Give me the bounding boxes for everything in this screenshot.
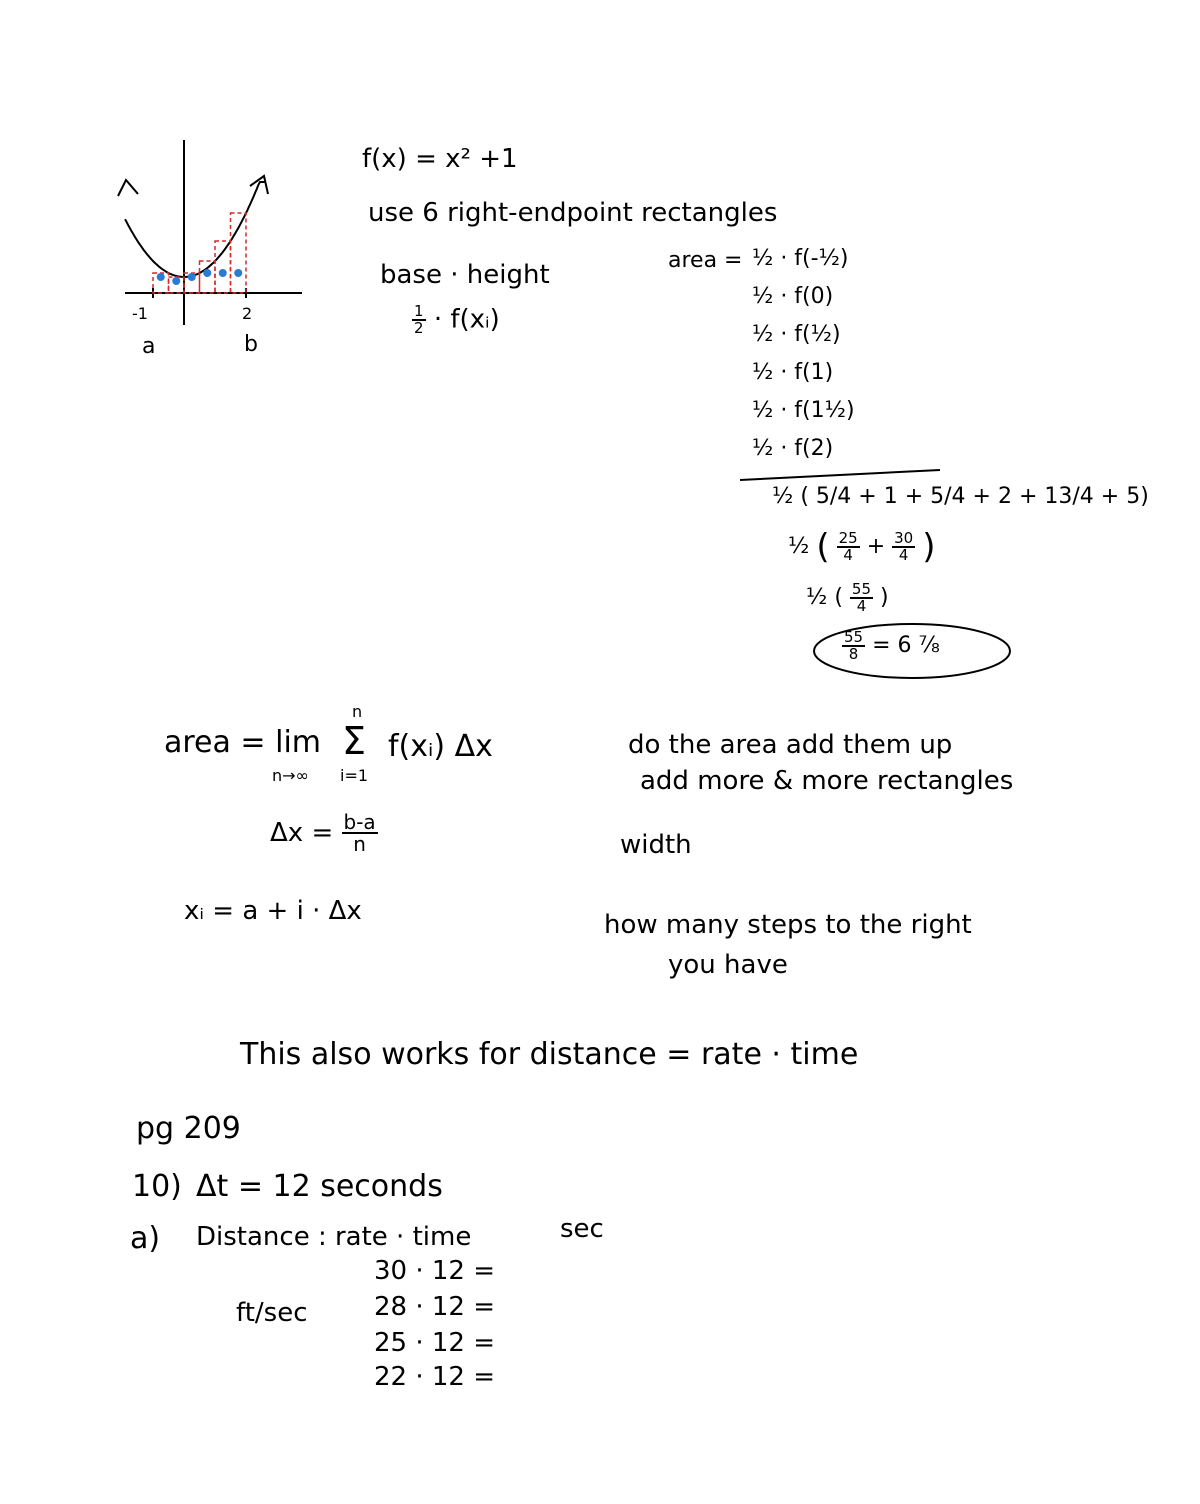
area-term-5: ½ · f(1½): [752, 398, 855, 423]
tick-label-neg-one: -1: [132, 304, 148, 323]
final-result: [842, 630, 940, 662]
label-b: b: [244, 332, 258, 357]
limit-subscript: n→∞: [272, 766, 309, 785]
note-width: width: [620, 830, 692, 860]
area-term-3: ½ · f(½): [752, 322, 841, 347]
sum-divider-svg: [0, 0, 1200, 700]
delta-x-definition: Δx = $\frac{b-a}{n}$: [270, 810, 376, 856]
problem-number: 10): [132, 1169, 182, 1204]
note-line-2: add more & more rectangles: [640, 766, 1014, 796]
note-steps-2: you have: [668, 950, 788, 980]
rate-row-4: 22 · 12 =: [374, 1362, 496, 1392]
sigma-upper-limit: n: [352, 702, 363, 721]
note-line-1: do the area add them up: [628, 730, 953, 760]
sum-divider-line: [740, 470, 940, 480]
base-height-text: base · height: [380, 260, 550, 290]
fraction-sum-line: ½ ( $\frac{25}{4}$ + $\frac{30}{4}$ ): [788, 527, 936, 567]
part-label: a): [130, 1221, 161, 1256]
area-term-6: ½ · f(2): [752, 436, 834, 461]
area-calc-label: area =: [668, 248, 743, 273]
sec-unit: sec: [560, 1214, 604, 1244]
fraction-total-line: ½ ( $\frac{55}{4}$ ): [806, 580, 889, 615]
function-definition: f(x) = x² +1: [362, 144, 518, 174]
label-a: a: [142, 334, 156, 359]
rate-row-3: 25 · 12 =: [374, 1328, 496, 1358]
integrand-text: f(xᵢ) Δx: [388, 729, 493, 764]
xi-definition: xᵢ = a + i · Δx: [184, 896, 362, 926]
rate-row-1: 30 · 12 =: [374, 1256, 496, 1286]
delta-t-text: Δt = 12 seconds: [196, 1169, 443, 1204]
f-xi-text: · f(xᵢ): [433, 304, 500, 335]
page-reference: pg 209: [136, 1111, 241, 1146]
result-fraction: $\frac{55}{8}$: [844, 628, 864, 663]
area-term-1: ½ · f(-½): [752, 246, 849, 271]
instruction-text: use 6 right-endpoint rectangles: [368, 198, 778, 228]
sigma-symbol: Σ: [342, 719, 367, 763]
area-limit-text: area = lim: [164, 725, 322, 760]
tick-label-two: 2: [242, 304, 253, 323]
rate-row-2: 28 · 12 =: [374, 1292, 496, 1322]
distance-heading: This also works for distance = rate · time: [240, 1037, 859, 1072]
distance-formula: Distance : rate · time: [196, 1222, 472, 1252]
area-term-2: ½ · f(0): [752, 284, 834, 309]
note-steps-1: how many steps to the right: [604, 910, 972, 940]
delta-x-fraction: $\frac{b-a}{n}$: [343, 810, 376, 856]
one-half-fraction: $\frac{1}{2}$: [414, 302, 424, 337]
result-mixed-number: = 6 ⅞: [872, 633, 940, 658]
sum-line: ½ ( 5/4 + 1 + 5/4 + 2 + 13/4 + 5): [772, 484, 1149, 509]
ft-per-sec-unit: ft/sec: [236, 1298, 308, 1328]
area-term-4: ½ · f(1): [752, 360, 834, 385]
sigma-lower-limit: i=1: [340, 766, 369, 785]
